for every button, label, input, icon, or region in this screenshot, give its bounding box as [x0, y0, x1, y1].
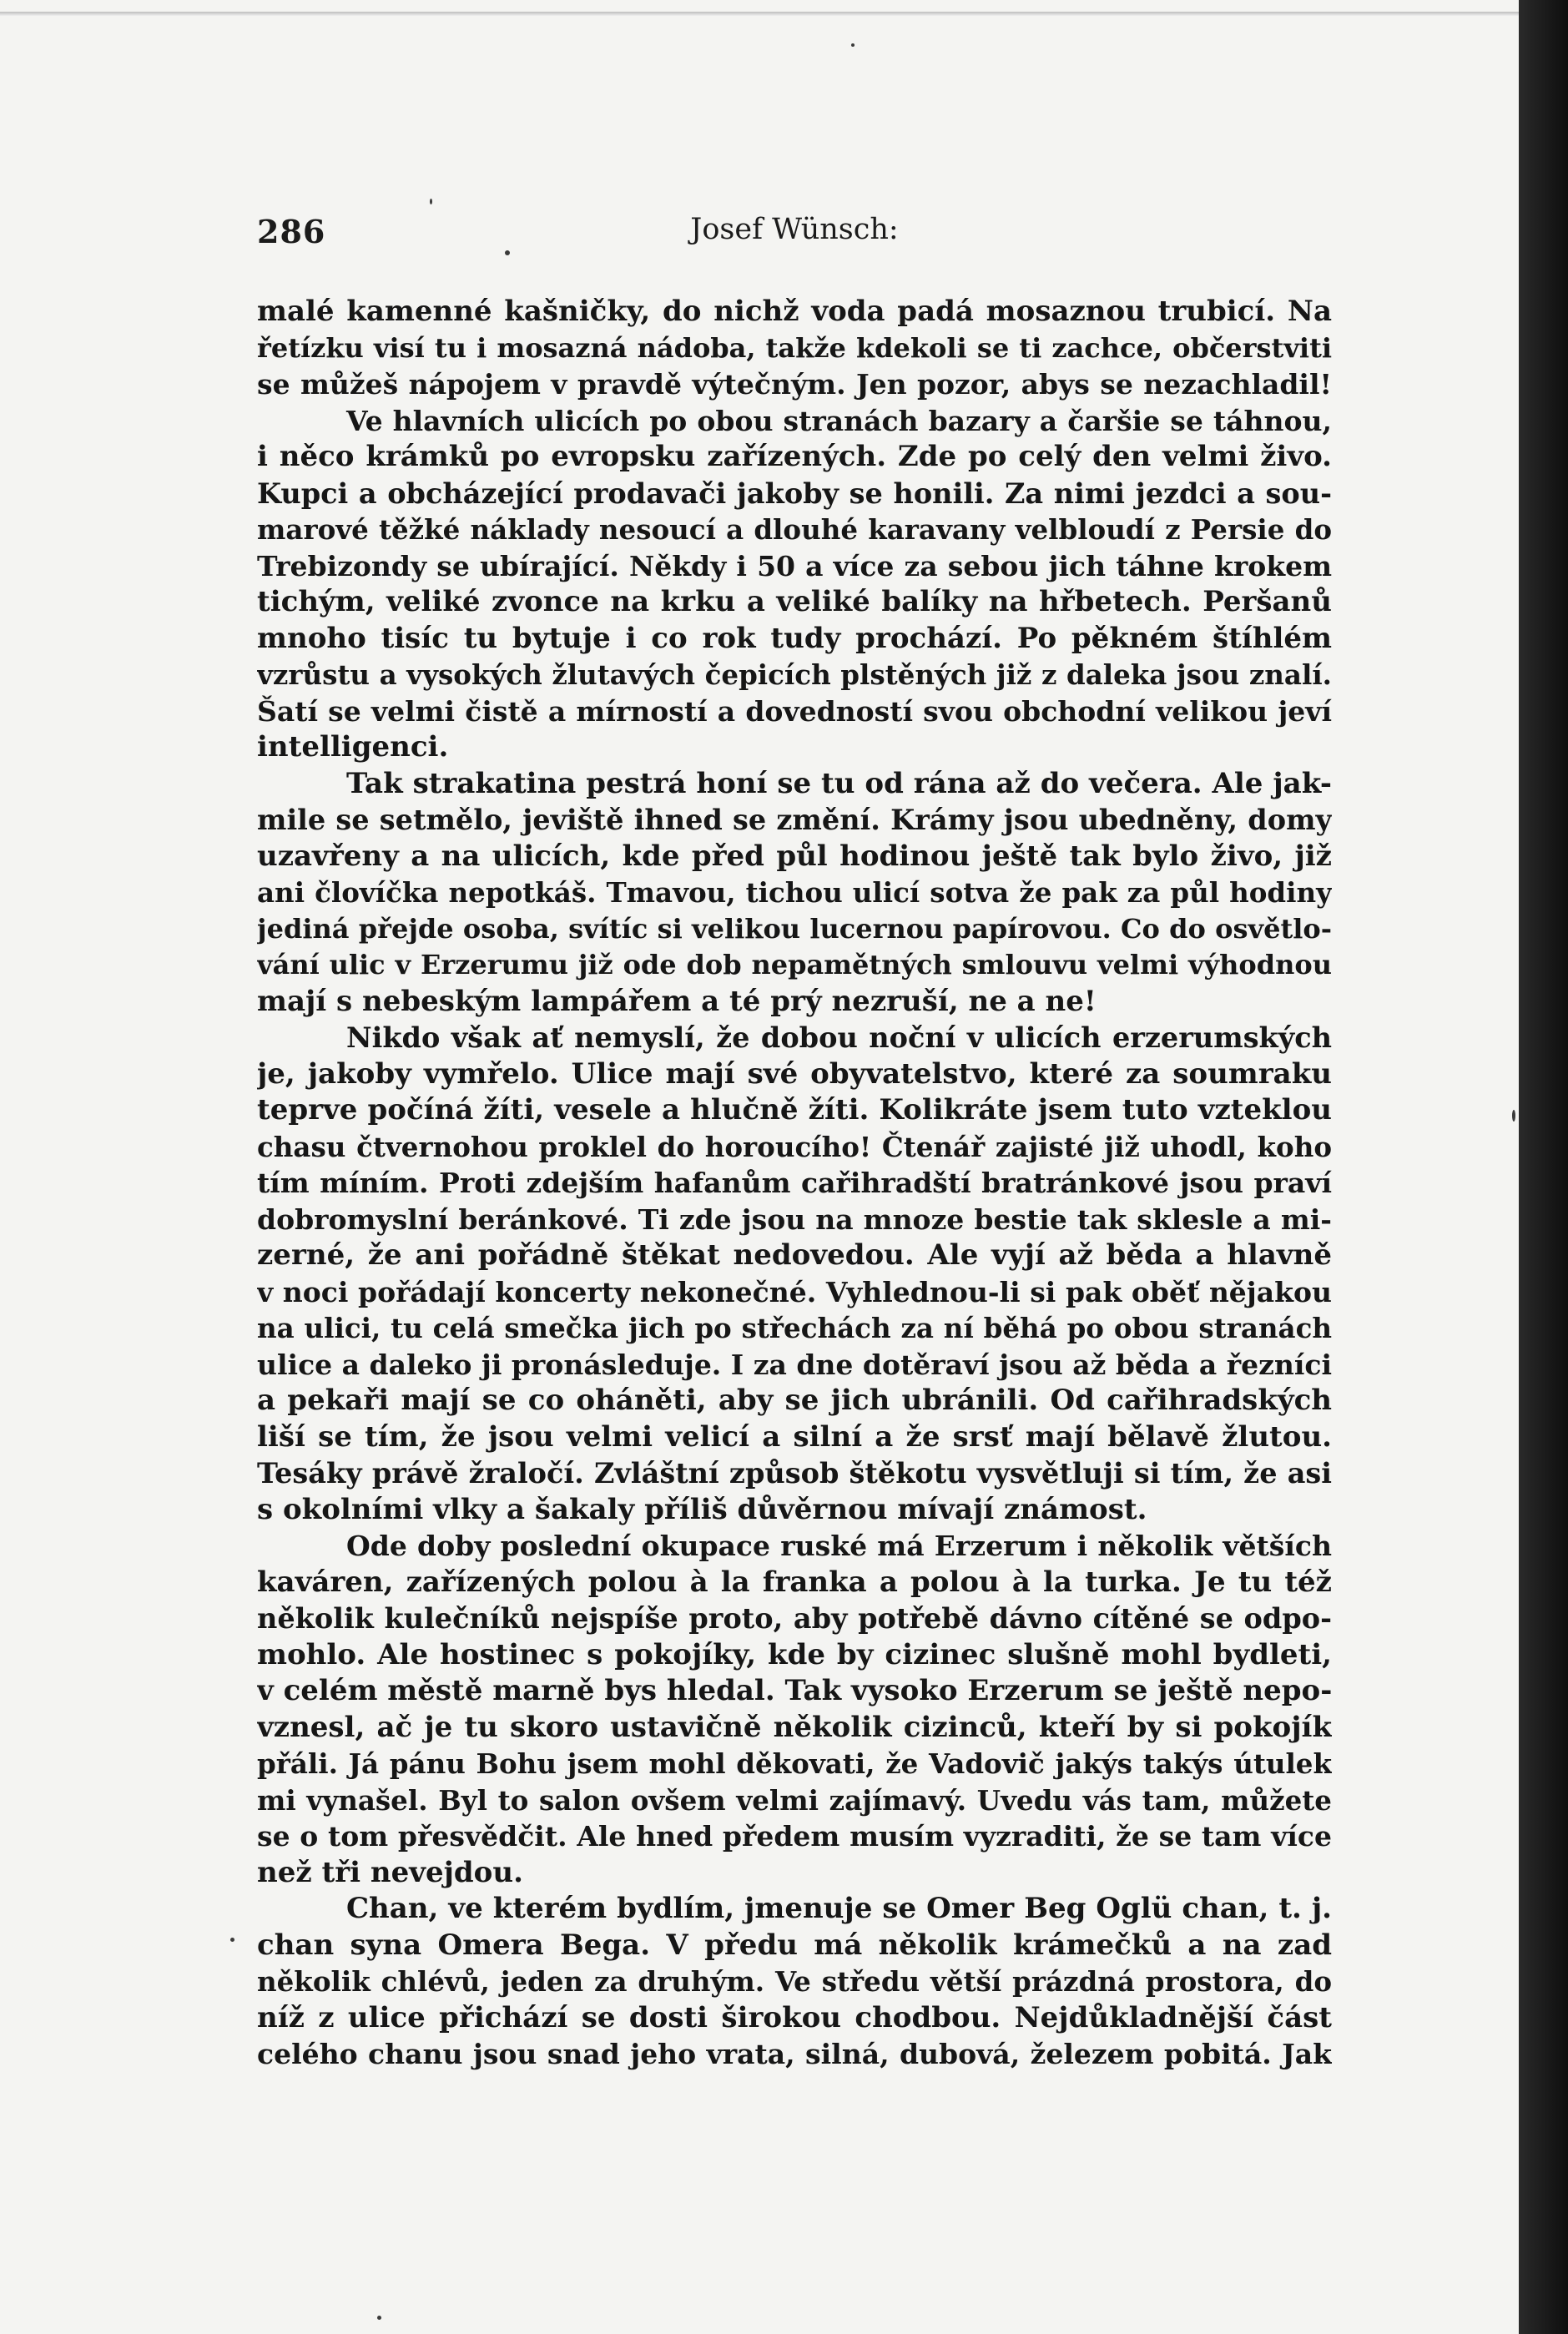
text-line: mnoho tisíc tu bytuje i co rok tudy prochází. Po pěkném štíhlém — [257, 621, 1332, 655]
text-line: Kupci a obcházející prodavači jakoby se honili. Za nimi jezdci a sou- — [257, 476, 1332, 510]
text-line: na ulici, tu celá smečka jich po střechách za ní běhá po obou stranách — [257, 1312, 1332, 1344]
text-line: Ve hlavních ulicích po obou stranách bazary a čaršie se táhnou, — [346, 404, 1332, 437]
text-line: řetízku visí tu i mosazná nádoba, takže kdekoli se ti zachce, občerstviti — [257, 331, 1332, 364]
text-line: mi vynašel. Byl to salon ovšem velmi zajímavý. Uvedu vás tam, můžete — [257, 1783, 1332, 1817]
text-line: vání ulic v Erzerumu již ode dob nepamětných smlouvu velmi výhodnou — [257, 949, 1332, 980]
text-line: ulice a daleko ji pronásleduje. I za dne dotěraví jsou až běda a řezníci — [257, 1348, 1332, 1381]
scan-speck — [505, 250, 510, 255]
text-line: s okolními vlky a šakaly příliš důvěrnou mívají známost. — [257, 1492, 1147, 1526]
text-line: níž z ulice přichází se dosti širokou chodbou. Nejdůkladnější část — [257, 2000, 1332, 2034]
text-line: vznesl, ač je tu skoro ustavičně několik cizinců, kteří by si pokojík — [257, 1710, 1332, 1744]
text-line: ani človíčka nepotkáš. Tmavou, tichou ulicí sotva že pak za půl hodiny — [257, 876, 1332, 909]
scan-speck — [430, 199, 432, 204]
text-line: kaváren, zařízených polou à la franka a polou à la turka. Je tu též — [257, 1565, 1332, 1599]
text-line: tím míním. Proti zdejším hafanům cařihradští bratránkové jsou praví — [257, 1167, 1332, 1199]
text-line: se o tom přesvědčit. Ale hned předem musím vyzraditi, že se tam více — [257, 1820, 1332, 1853]
scan-dark-edge — [1519, 0, 1568, 2334]
text-line: je, jakoby vymřelo. Ulice mají své obyvatelstvo, které za soumraku — [257, 1056, 1332, 1091]
text-line: a pekaři mají se co oháněti, aby se jich ubránili. Od cařihradských — [257, 1384, 1332, 1417]
text-line: uzavřeny a na ulicích, kde před půl hodinou ještě tak bylo živo, již — [257, 839, 1332, 873]
text-line: Nikdo však ať nemyslí, že dobou noční v ulicích erzerumských — [346, 1021, 1332, 1054]
text-line: teprve počíná žíti, vesele a hlučně žíti. Kolikráte jsem tuto vzteklou — [257, 1093, 1332, 1127]
scan-speck — [377, 2316, 381, 2320]
scan-speck — [230, 1938, 234, 1942]
text-line: mají s nebeským lampářem a té prý nezruší, ne a ne! — [257, 984, 1097, 1018]
text-line: vzrůstu a vysokých žlutavých čepicích plstěných již z daleka jsou znalí. — [257, 658, 1332, 691]
body-text — [257, 294, 1332, 2073]
scan-speck — [1512, 1110, 1515, 1122]
text-line: malé kamenné kašničky, do nichž voda padá mosaznou trubicí. Na — [257, 295, 1332, 328]
text-line: Ode doby poslední okupace ruské má Erzerum i několik větších — [346, 1530, 1332, 1562]
page-number: 286 — [257, 213, 326, 250]
text-line: mohlo. Ale hostinec s pokojíky, kde by cizinec slušně mohl bydleti, — [257, 1637, 1332, 1671]
scan-speck — [851, 43, 855, 47]
text-line: chan syna Omera Bega. V předu má několik krámečků a na zad — [257, 1928, 1332, 1962]
text-line: několik kulečníků nejspíše proto, aby potřebě dávno cítěné se odpo- — [257, 1602, 1332, 1635]
text-line: marové těžké náklady nesoucí a dlouhé karavany velbloudí z Persie do — [257, 513, 1332, 546]
text-line: intelligenci. — [257, 730, 449, 764]
running-head: Josef Wünsch: — [690, 213, 899, 246]
text-line: zerné, že ani pořádně štěkat nedovedou. Ale vyjí až běda a hlavně — [257, 1238, 1332, 1272]
text-line: celého chanu jsou snad jeho vrata, silná, dubová, železem pobitá. Jak — [257, 2038, 1332, 2070]
text-line: v celém městě marně bys hledal. Tak vysoko Erzerum se ještě nepo- — [257, 1674, 1332, 1707]
text-line: Tak strakatina pestrá honí se tu od rána až do večera. Ale jak- — [346, 766, 1332, 800]
text-line: mile se setmělo, jeviště ihned se změní. Krámy jsou ubedněny, domy — [257, 804, 1332, 836]
text-line: Trebizondy se ubírající. Někdy i 50 a více za sebou jich táhne krokem — [257, 549, 1332, 582]
text-line: Šatí se velmi čistě a mírností a dovedností svou obchodní velikou jeví — [257, 694, 1332, 728]
text-line: než tři nevejdou. — [257, 1855, 523, 1889]
text-line: jediná přejde osoba, svítíc si velikou lucernou papírovou. Co do osvětlo- — [257, 912, 1332, 945]
text-line: několik chlévů, jeden za druhým. Ve středu větší prázdná prostora, do — [257, 1965, 1332, 1998]
text-line: se můžeš nápojem v pravdě výtečným. Jen pozor, abys se nezachladil! — [257, 368, 1332, 401]
text-line: v noci pořádají koncerty nekonečné. Vyhlednou-li si pak oběť nějakou — [257, 1275, 1332, 1308]
text-line: Chan, ve kterém bydlím, jmenuje se Omer Beg Oglü chan, t. j. — [346, 1892, 1332, 1925]
scan-top-edge — [0, 12, 1519, 16]
text-line: i něco krámků po evropsku zařízených. Zde po celý den velmi živo. — [257, 440, 1332, 473]
text-line: tichým, veliké zvonce na krku a veliké balíky na hřbetech. Peršanů — [257, 585, 1332, 618]
text-line: liší se tím, že jsou velmi velicí a silní a že srsť mají bělavě žlutou. — [257, 1419, 1332, 1454]
text-line: chasu čtvernohou proklel do horoucího! Čtenář zajisté již uhodl, koho — [257, 1130, 1332, 1163]
text-line: přáli. Já pánu Bohu jsem mohl děkovati, že Vadovič jakýs takýs útulek — [257, 1747, 1332, 1780]
text-line: Tesáky právě žraločí. Zvláštní způsob štěkotu vysvětluji si tím, že asi — [257, 1457, 1332, 1490]
text-line: dobromyslní beránkové. Ti zde jsou na mnoze bestie tak sklesle a mi- — [257, 1202, 1332, 1236]
page-header — [257, 213, 1332, 255]
